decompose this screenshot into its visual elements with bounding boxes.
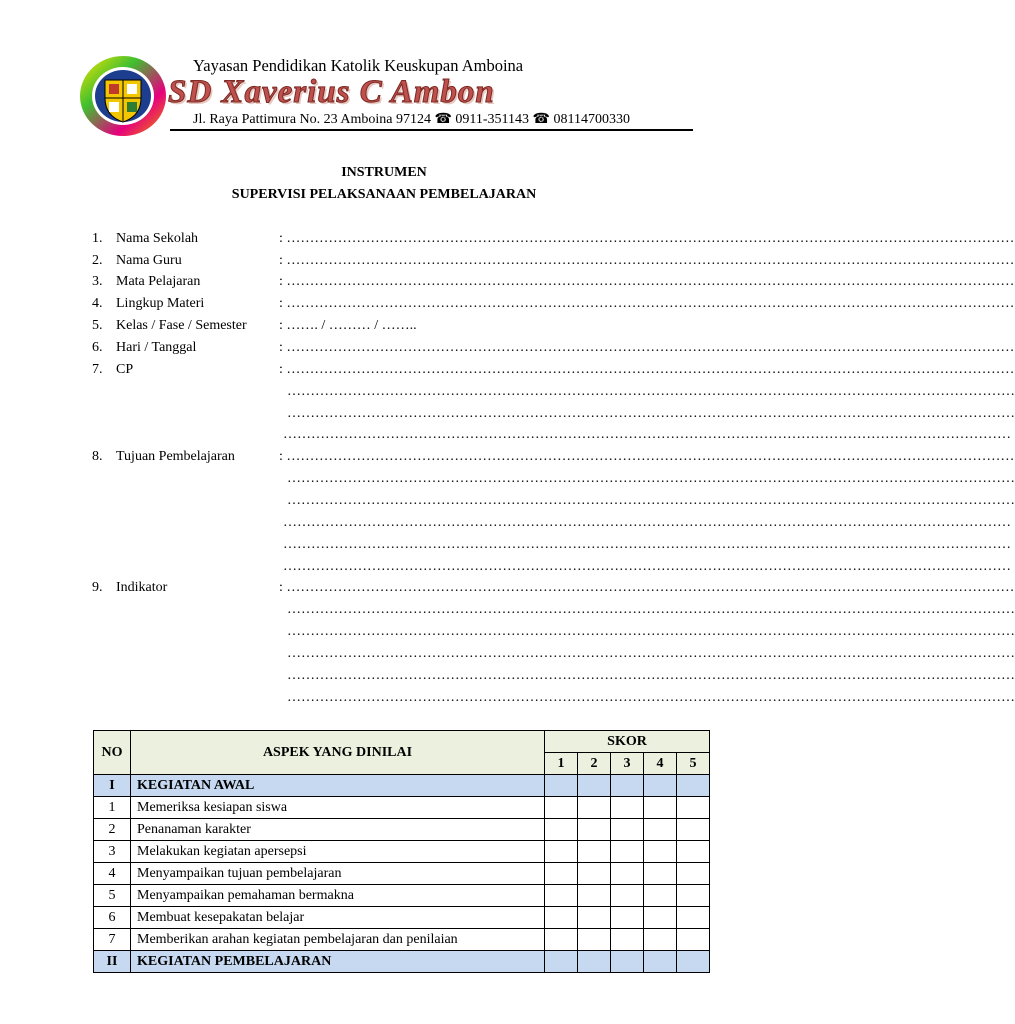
field-nama-guru-label: 2. Nama Guru [92,253,182,268]
school-address: Jl. Raya Pattimura No. 23 Amboina 97124 ☎ 0911-351143 ☎ 08114700330 [193,112,630,127]
row-aspek: Melakukan kegiatan apersepsi [131,841,545,863]
table-row [94,929,710,951]
header-score-3: 3 [611,753,644,775]
score-cell[interactable] [677,863,710,885]
row-number: 4 [94,863,131,885]
field-indikator-continuation[interactable]: ………………………………………………………………………………………………………………………………………… [287,624,1015,639]
table-row [94,841,710,863]
field-tujuan-label: 8. Tujuan Pembelajaran [92,449,235,464]
field-indikator-continuation[interactable]: ………………………………………………………………………………………………………………………………………… [287,668,1015,683]
header-score-5: 5 [677,753,710,775]
field-mata-pelajaran-label: 3. Mata Pelajaran [92,274,201,289]
field-cp-continuation[interactable]: ………………………………………………………………………………………………………………………………………… [283,427,1011,442]
header-score-1: 1 [545,753,578,775]
table-row [94,907,710,929]
score-cell[interactable] [578,929,611,951]
score-cell[interactable] [611,841,644,863]
field-cp-value[interactable]: : ………………………………………………………………………………………………………………………………………… [279,362,1015,377]
score-cell[interactable] [545,841,578,863]
section-title: KEGIATAN AWAL [131,775,545,797]
field-indikator-value[interactable]: : ………………………………………………………………………………………………………………………………………… [279,580,1015,595]
score-cell[interactable] [578,907,611,929]
field-kelas-value[interactable]: : ……. / ……… / …….. [279,318,417,333]
table-row [94,863,710,885]
score-cell [644,775,677,797]
field-tujuan-continuation[interactable]: ………………………………………………………………………………………………………………………………………… [287,471,1015,486]
score-cell[interactable] [578,841,611,863]
score-cell[interactable] [677,797,710,819]
score-cell[interactable] [611,797,644,819]
score-cell [677,951,710,973]
score-cell[interactable] [578,797,611,819]
field-hari-tanggal-value[interactable]: : ………………………………………………………………………………………………………………………………………… [279,340,1015,355]
score-cell[interactable] [545,929,578,951]
score-cell[interactable] [677,841,710,863]
score-cell[interactable] [578,819,611,841]
section-row [94,951,710,973]
header-no: NO [94,731,131,775]
document-subtitle: SUPERVISI PELAKSANAAN PEMBELAJARAN [231,187,537,202]
field-hari-tanggal-label: 6. Hari / Tanggal [92,340,197,355]
field-indikator-label: 9. Indikator [92,580,168,595]
table-row [94,797,710,819]
score-cell[interactable] [644,907,677,929]
row-number: 6 [94,907,131,929]
score-cell[interactable] [545,907,578,929]
score-cell[interactable] [611,929,644,951]
field-lingkup-materi-value[interactable]: : ………………………………………………………………………………………………………………………………………… [279,296,1015,311]
header-score-2: 2 [578,753,611,775]
score-cell [578,951,611,973]
score-cell[interactable] [644,819,677,841]
score-cell[interactable] [644,929,677,951]
row-number: 3 [94,841,131,863]
score-cell[interactable] [644,797,677,819]
row-number: 1 [94,797,131,819]
score-cell [578,775,611,797]
score-cell[interactable] [677,929,710,951]
field-indikator-continuation[interactable]: ………………………………………………………………………………………………………………………………………… [287,602,1015,617]
field-lingkup-materi-label: 4. Lingkup Materi [92,296,205,311]
score-cell[interactable] [611,819,644,841]
score-cell [611,775,644,797]
row-aspek: Memberikan arahan kegiatan pembelajaran dan penilaian [131,929,545,951]
field-tujuan-value[interactable]: : ………………………………………………………………………………………………………………………………………… [279,449,1015,464]
field-mata-pelajaran-value[interactable]: : ………………………………………………………………………………………………………………………………………… [279,274,1015,289]
field-tujuan-continuation[interactable]: ………………………………………………………………………………………………………………………………………… [287,493,1015,508]
field-cp-continuation[interactable]: ………………………………………………………………………………………………………………………………………… [287,406,1015,421]
header-aspek: ASPEK YANG DINILAI [131,731,545,775]
table-row [94,819,710,841]
field-kelas-label: 5. Kelas / Fase / Semester [92,318,247,333]
score-cell[interactable] [611,907,644,929]
field-tujuan-continuation[interactable]: ………………………………………………………………………………………………………………………………………… [283,559,1011,574]
section-title: KEGIATAN PEMBELAJARAN [131,951,545,973]
score-cell[interactable] [677,885,710,907]
field-cp-continuation[interactable]: ………………………………………………………………………………………………………………………………………… [287,384,1015,399]
score-cell[interactable] [644,885,677,907]
row-aspek: Memeriksa kesiapan siswa [131,797,545,819]
field-tujuan-continuation[interactable]: ………………………………………………………………………………………………………………………………………… [283,515,1011,530]
field-indikator-continuation[interactable]: ………………………………………………………………………………………………………………………………………… [287,690,1015,705]
row-aspek: Menyampaikan tujuan pembelajaran [131,863,545,885]
header-divider [170,129,693,131]
score-cell[interactable] [545,797,578,819]
score-cell[interactable] [545,885,578,907]
row-aspek: Penanaman karakter [131,819,545,841]
field-indikator-continuation[interactable]: ………………………………………………………………………………………………………………………………………… [287,646,1015,661]
section-number: II [94,951,131,973]
header-skor: SKOR [545,731,710,753]
school-logo [78,54,168,138]
score-cell [677,775,710,797]
score-cell [644,951,677,973]
field-cp-label: 7. CP [92,362,134,377]
score-cell[interactable] [677,819,710,841]
row-aspek: Menyampaikan pemahaman bermakna [131,885,545,907]
school-name: SD Xaverius C Ambon [168,74,495,110]
score-cell[interactable] [644,863,677,885]
score-cell[interactable] [578,863,611,885]
row-number: 2 [94,819,131,841]
score-cell [611,951,644,973]
field-nama-sekolah-label: 1. Nama Sekolah [92,231,199,246]
header-score-4: 4 [644,753,677,775]
score-cell[interactable] [545,819,578,841]
score-cell[interactable] [578,885,611,907]
score-cell [545,951,578,973]
score-cell[interactable] [611,885,644,907]
org-name: Yayasan Pendidikan Katolik Keuskupan Amboina [193,56,524,75]
score-cell[interactable] [644,841,677,863]
table-row [94,885,710,907]
field-nama-sekolah-value[interactable]: : ………………………………………………………………………………………………………………………………………… [279,231,1015,246]
row-aspek: Membuat kesepakatan belajar [131,907,545,929]
score-cell[interactable] [611,863,644,885]
score-cell [545,775,578,797]
assessment-table [93,730,710,973]
row-number: 7 [94,929,131,951]
row-number: 5 [94,885,131,907]
score-cell[interactable] [545,863,578,885]
score-cell[interactable] [677,907,710,929]
section-number: I [94,775,131,797]
document-title: INSTRUMEN [341,165,427,180]
field-nama-guru-value[interactable]: : ………………………………………………………………………………………………………………………………………… [279,253,1015,268]
section-row [94,775,710,797]
field-tujuan-continuation[interactable]: ………………………………………………………………………………………………………………………………………… [283,537,1011,552]
